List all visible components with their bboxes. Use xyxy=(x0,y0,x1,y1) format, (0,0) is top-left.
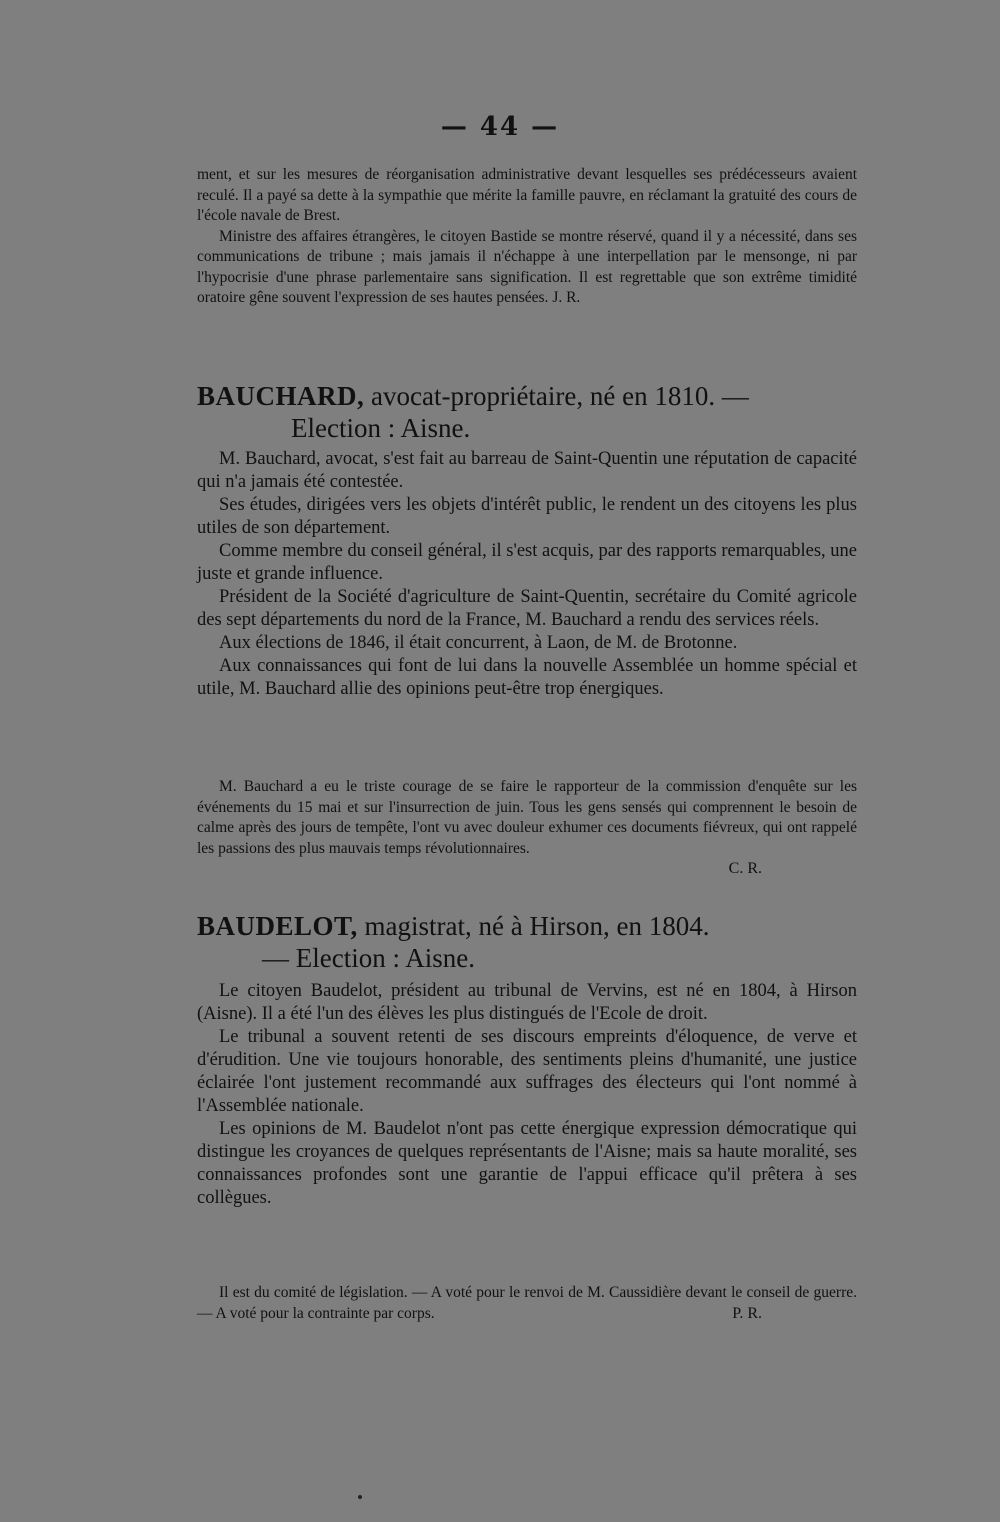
baudelot-signature: P. R. xyxy=(732,1305,762,1322)
baudelot-note: Il est du comité de législation. — A voté pour le renvoi de M. Caussidière devant le conseil de guerre. — A voté pour la contrainte par corps. xyxy=(197,1284,857,1322)
bauchard-description: avocat-propriétaire, né en 1810. — xyxy=(371,381,749,411)
bauchard-paragraph: Aux connaissances qui font de lui dans la nouvelle Assemblée un homme spécial et utile, M. Bauchard allie des opinions peut-être trop énergiques. xyxy=(197,656,857,699)
bauchard-body xyxy=(197,448,857,701)
bauchard-paragraph: Président de la Société d'agriculture de Saint-Quentin, secrétaire du Comité agricole des sept départements du nord de la France, M. Bauchard a rendu des services réels. xyxy=(197,587,857,630)
bauchard-heading xyxy=(197,380,877,444)
bauchard-signature: C. R. xyxy=(728,860,762,877)
baudelot-body xyxy=(197,980,857,1210)
baudelot-paragraph: Le citoyen Baudelot, président au tribunal de Vervins, est né en 1804, à Hirson (Aisne). Il a été l'un des élèves les plus distingués de l'Ecole de droit. xyxy=(197,981,857,1024)
bauchard-note-section xyxy=(197,777,857,880)
bauchard-paragraph: Comme membre du conseil général, il s'est acquis, par des rapports remarquables, une juste et grande influence. xyxy=(197,541,857,584)
bauchard-name: BAUCHARD, xyxy=(197,381,365,411)
baudelot-note-section xyxy=(197,1283,857,1325)
baudelot-heading-line xyxy=(197,910,877,942)
bauchard-election: Election : Aisne. xyxy=(291,413,471,443)
intro-paragraph-2 xyxy=(197,227,857,309)
bauchard-paragraph: M. Bauchard, avocat, s'est fait au barreau de Saint-Quentin une réputation de capacité qui n'a jamais été contestée. xyxy=(197,449,857,492)
intro-section xyxy=(197,165,857,309)
bauchard-paragraph: Ses études, dirigées vers les objets d'intérêt public, le rendent un des citoyens les plus utiles de son département. xyxy=(197,495,857,538)
bauchard-paragraph: Aux élections de 1846, il était concurrent, à Laon, de M. de Brotonne. xyxy=(219,633,738,653)
ink-speck xyxy=(358,1495,362,1499)
bauchard-heading-line xyxy=(197,380,877,412)
bauchard-note: M. Bauchard a eu le triste courage de se faire le rapporteur de la commission d'enquête sur les événements du 15 mai et sur l'insurrection de juin. Tous les gens sensés qui comprennent le besoin de calme après des jours de tempête, l'ont vu avec douleur exhumer ces documents fiévreux, qui ont rappelé les passions des plus mauvais temps révolutionnaires. xyxy=(197,778,857,857)
intro-signature: J. R. xyxy=(552,289,581,306)
baudelot-election: — Election : Aisne. xyxy=(262,943,475,973)
baudelot-paragraph: Les opinions de M. Baudelot n'ont pas cette énergique expression démocratique qui distingue les croyances de quelques représentants de l'Aisne; mais sa haute moralité, ses connaissances profondes sont une garantie de l'appui efficace qu'il prêtera à ses collègues. xyxy=(197,1119,857,1208)
baudelot-description: magistrat, né à Hirson, en 1804. xyxy=(364,911,710,941)
page-number: — 44 — xyxy=(440,112,560,142)
baudelot-heading xyxy=(197,910,877,974)
intro-paragraph-1: ment, et sur les mesures de réorganisation administrative devant lesquelles ses prédécesseurs avaient reculé. Il a payé sa dette à la sympathie que mérite la famille pauvre, en réclamant la gratuité des cours de l'école navale de Brest. xyxy=(197,166,857,224)
baudelot-name: BAUDELOT, xyxy=(197,911,358,941)
baudelot-paragraph: Le tribunal a souvent retenti de ses discours empreints d'éloquence, de verve et d'érudition. Une vie toujours honorable, des sentiments pleins d'humanité, une justice éclairée l'ont justement recommandé aux suffrages des électeurs qui l'ont nommé à l'Assemblée nationale. xyxy=(197,1027,857,1116)
intro-paragraph-2-text: Ministre des affaires étrangères, le citoyen Bastide se montre réservé, quand il y a nécessité, dans ses communications de tribune ; mais jamais il n'échappe à une interpellation par le mensonge, ni par l'hypocrisie d'une phrase parlementaire sans signification. Il est regrettable que son extrême timidité oratoire gêne souvent l'expression de ses hautes pensées. xyxy=(197,227,857,306)
